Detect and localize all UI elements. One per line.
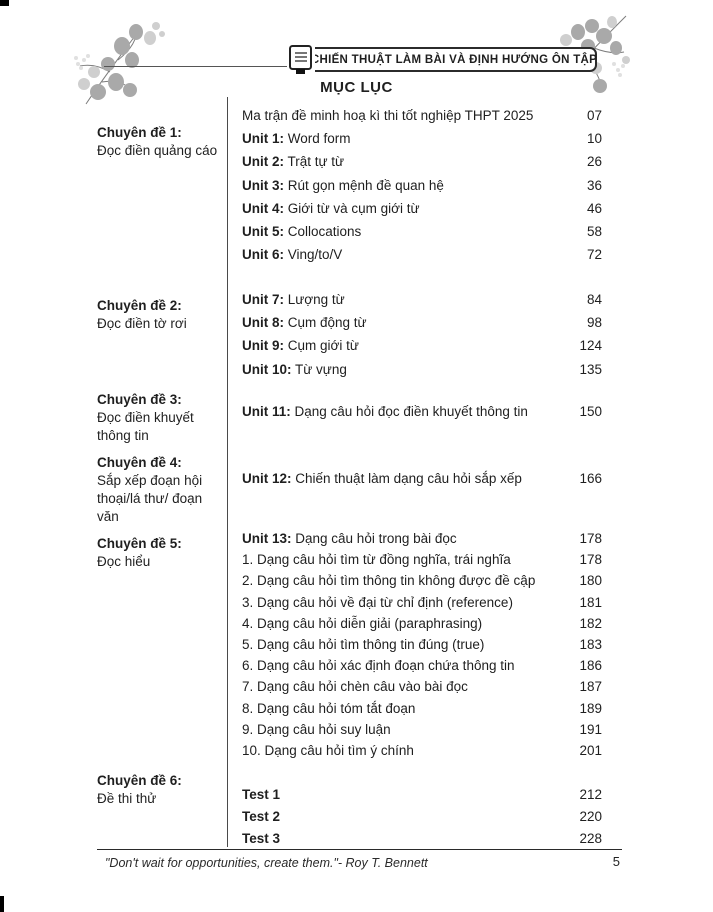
book-icon xyxy=(287,44,315,75)
toc-entry-title: 9. Dạng câu hỏi suy luận xyxy=(242,721,391,737)
toc-entry-page: 98 xyxy=(586,315,602,331)
toc-entry-title: 4. Dạng câu hỏi diễn giải (paraphrasing) xyxy=(242,615,483,631)
column-divider xyxy=(227,97,228,847)
toc-row xyxy=(242,719,602,740)
toc-entry-page: 191 xyxy=(579,721,602,737)
sidebar-section-1 xyxy=(97,124,225,160)
toc-entry-title: Test 3 xyxy=(242,831,281,847)
toc-row xyxy=(242,150,602,173)
sidebar-section-6 xyxy=(97,772,225,808)
toc-entry-page: 166 xyxy=(579,471,602,487)
footer-quote: "Don't wait for opportunities, create them."- Roy T. Bennett xyxy=(105,856,428,870)
toc-entry-title: Unit 4: Giới từ và cụm giới từ xyxy=(242,200,420,216)
toc-entry-page: 228 xyxy=(579,831,602,847)
sidebar-section-label: Chuyên đề 3: xyxy=(97,392,182,407)
header-rule xyxy=(104,66,298,67)
toc-entry-page: 36 xyxy=(586,177,602,193)
toc-row xyxy=(242,592,602,613)
toc-entry-title: 10. Dạng câu hỏi tìm ý chính xyxy=(242,742,414,758)
toc-entry-title: Unit 3: Rút gọn mệnh đề quan hệ xyxy=(242,177,444,193)
toc-row xyxy=(242,740,602,761)
toc-entry-page: 124 xyxy=(579,338,602,354)
toc-row xyxy=(242,805,602,827)
sidebar-section-label: Chuyên đề 4: xyxy=(97,455,182,470)
toc-row xyxy=(242,828,602,850)
toc-group-units-1-6 xyxy=(242,104,602,266)
toc-entry-title: Unit 10: Từ vựng xyxy=(242,361,347,377)
toc-row xyxy=(242,220,602,243)
toc-group-tests xyxy=(242,783,602,850)
sidebar-section-label: Chuyên đề 1: xyxy=(97,125,182,140)
toc-row xyxy=(242,676,602,697)
toc-entry-page: 150 xyxy=(579,404,602,420)
toc-entry-title: Unit 12: Chiến thuật làm dạng câu hỏi sắp xếp xyxy=(242,471,522,487)
toc-row xyxy=(242,570,602,591)
sidebar-section-5 xyxy=(97,535,225,571)
toc-entry-title: 5. Dạng câu hỏi tìm thông tin đúng (true) xyxy=(242,637,485,653)
toc-entry-page: 178 xyxy=(579,531,602,547)
sidebar-section-4 xyxy=(97,454,225,526)
toc-row xyxy=(242,467,602,490)
toc-entry-title: 3. Dạng câu hỏi về đại từ chỉ định (reference) xyxy=(242,594,513,610)
scan-artifact xyxy=(0,896,4,912)
sidebar-section-label: Chuyên đề 6: xyxy=(97,773,182,788)
toc-entry-page: 182 xyxy=(579,615,602,631)
sidebar-section-desc: Đọc điền tờ rơi xyxy=(97,316,187,331)
toc-row xyxy=(242,127,602,150)
toc-entry-title: Test 2 xyxy=(242,809,281,825)
toc-entry-title: 6. Dạng câu hỏi xác định đoạn chứa thông tin xyxy=(242,658,515,674)
toc-entry-page: 58 xyxy=(586,224,602,240)
toc-group-unit-13 xyxy=(242,528,602,761)
toc-entry-page: 186 xyxy=(579,658,602,674)
toc-row xyxy=(242,613,602,634)
toc-entry-title: Unit 1: Word form xyxy=(242,131,351,147)
sidebar-section-desc: Đọc điền khuyết thông tin xyxy=(97,410,194,443)
toc-row xyxy=(242,655,602,676)
toc-group-units-7-10 xyxy=(242,288,602,381)
toc-entry-title: 8. Dạng câu hỏi tóm tắt đoạn xyxy=(242,700,416,716)
footer-rule xyxy=(97,849,622,850)
sidebar-section-2 xyxy=(97,297,225,333)
sidebar-section-3 xyxy=(97,391,225,445)
toc-entry-title: Unit 7: Lượng từ xyxy=(242,292,345,308)
toc-entry-page: 189 xyxy=(579,700,602,716)
toc-row xyxy=(242,288,602,311)
toc-entry-page: 220 xyxy=(579,809,602,825)
toc-entry-title: Unit 5: Collocations xyxy=(242,224,362,240)
sidebar-section-label: Chuyên đề 5: xyxy=(97,536,182,551)
sidebar-section-label: Chuyên đề 2: xyxy=(97,298,182,313)
toc-entry-title: 2. Dạng câu hỏi tìm thông tin không được đề cập xyxy=(242,573,536,589)
toc-row xyxy=(242,783,602,805)
toc-row xyxy=(242,311,602,334)
toc-row xyxy=(242,334,602,357)
toc-entry-page: 180 xyxy=(579,573,602,589)
toc-entry-title: Unit 9: Cụm giới từ xyxy=(242,338,359,354)
toc-row xyxy=(242,243,602,266)
toc-entry-page: 84 xyxy=(586,292,602,308)
chapter-badge xyxy=(297,47,597,72)
sidebar-section-desc: Đề thi thử xyxy=(97,791,157,806)
toc-entry-title: 7. Dạng câu hỏi chèn câu vào bài đọc xyxy=(242,679,468,695)
toc-entry-page: 135 xyxy=(579,361,602,377)
toc-row xyxy=(242,400,602,423)
toc-row xyxy=(242,104,602,127)
toc-row xyxy=(242,634,602,655)
toc-entry-page: 26 xyxy=(586,154,602,170)
toc-entry-title: Unit 6: Ving/to/V xyxy=(242,247,343,263)
toc-row xyxy=(242,528,602,549)
toc-entry-page: 178 xyxy=(579,552,602,568)
toc-row xyxy=(242,358,602,381)
page-number: 5 xyxy=(612,854,620,869)
toc-entry-title: Unit 11: Dạng câu hỏi đọc điền khuyết thông tin xyxy=(242,404,528,420)
toc-entry-title: Unit 13: Dạng câu hỏi trong bài đọc xyxy=(242,531,457,547)
toc-entry-page: 46 xyxy=(586,200,602,216)
toc-entry-title: Unit 8: Cụm động từ xyxy=(242,315,367,331)
toc-entry-title: Test 1 xyxy=(242,786,281,802)
toc-entry-title: Unit 2: Trật tự từ xyxy=(242,154,345,170)
toc-entry-page: 07 xyxy=(586,108,602,124)
toc-row xyxy=(242,174,602,197)
scan-artifact xyxy=(0,0,9,6)
toc-row xyxy=(242,698,602,719)
toc-entry-page: 72 xyxy=(586,247,602,263)
toc-entry-title: 1. Dạng câu hỏi tìm từ đồng nghĩa, trái nghĩa xyxy=(242,552,511,568)
page-title: MỤC LỤC xyxy=(320,79,393,96)
toc-entry-page: 183 xyxy=(579,637,602,653)
toc-entry-page: 10 xyxy=(586,131,602,147)
toc-entry-page: 181 xyxy=(579,594,602,610)
sidebar-section-desc: Đọc điền quảng cáo xyxy=(97,143,218,158)
sidebar-section-desc: Sắp xếp đoạn hội thoại/lá thư/ đoạn văn xyxy=(97,473,203,524)
toc-group-unit-11 xyxy=(242,400,602,423)
toc-row xyxy=(242,549,602,570)
toc-entry-page: 201 xyxy=(579,742,602,758)
toc-row xyxy=(242,197,602,220)
toc-entry-title: Ma trận đề minh hoạ kì thi tốt nghiệp THPT 2025 xyxy=(242,108,534,124)
sidebar-section-desc: Đọc hiểu xyxy=(97,554,151,569)
toc-group-unit-12 xyxy=(242,467,602,490)
toc-entry-page: 187 xyxy=(579,679,602,695)
chapter-badge-label: CHIẾN THUẬT LÀM BÀI VÀ ĐỊNH HƯỚNG ÔN TẬP xyxy=(310,53,598,66)
toc-entry-page: 212 xyxy=(579,786,602,802)
